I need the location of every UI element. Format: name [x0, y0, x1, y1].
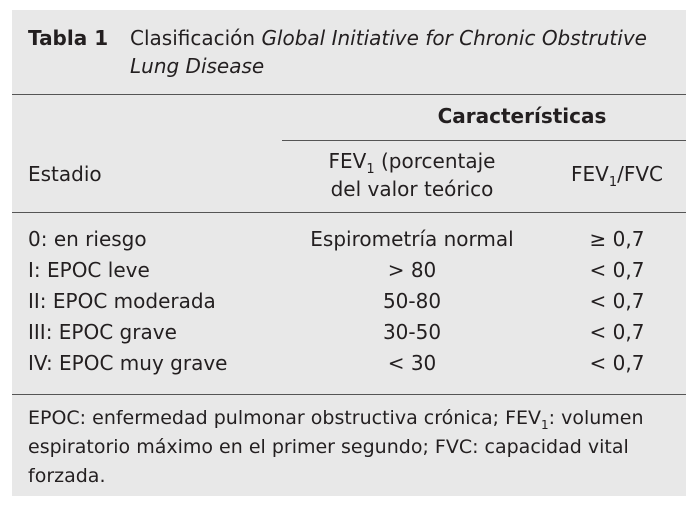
cell-stage: I: EPOC leve — [28, 258, 150, 282]
cell-ratio: ≥ 0,7 — [589, 227, 645, 251]
bottom-rule — [12, 394, 686, 395]
cell-ratio: < 0,7 — [589, 289, 645, 313]
col-header-fev — [282, 147, 542, 203]
cell-fev: < 30 — [387, 351, 437, 375]
cell-ratio: < 0,7 — [589, 258, 645, 282]
table-row — [12, 224, 686, 255]
cell-fev: 50-80 — [382, 289, 442, 313]
cell-fev: > 80 — [387, 258, 437, 282]
cell-fev: Espirometría normal — [310, 227, 514, 251]
table-row — [12, 255, 686, 286]
table-body — [12, 224, 686, 379]
table-row — [12, 317, 686, 348]
group-header-caracteristicas: Características — [437, 104, 607, 128]
cell-stage: 0: en riesgo — [28, 227, 147, 251]
header-rule — [12, 212, 686, 213]
table-panel — [12, 10, 686, 496]
col-header-fev-line2: del valor teórico — [330, 177, 494, 201]
cell-stage: III: EPOC grave — [28, 320, 177, 344]
table-caption — [28, 24, 670, 80]
group-rule — [282, 140, 686, 141]
cell-stage: II: EPOC moderada — [28, 289, 216, 313]
cell-ratio: < 0,7 — [589, 351, 645, 375]
title-prefix: Clasificación — [130, 26, 262, 50]
table-footnote: EPOC: enfermedad pulmonar obstructiva crónica; $FEV_1$: volumen espiratorio máximo en el primer segundo; FVC: capacidad vital forzada. — [28, 407, 644, 487]
cell-stage: IV: EPOC muy grave — [28, 351, 228, 375]
top-rule — [12, 94, 686, 95]
table-label: Tabla 1 — [28, 26, 109, 50]
col-header-stage: Estadio — [28, 162, 102, 186]
col-header-ratio: $FEV_1$/FVC — [571, 162, 663, 190]
title-italic: Global Initiative for Chronic Obstrutive Lung Disease — [130, 26, 647, 78]
table-row — [12, 286, 686, 317]
col-header-fev-line1: $FEV_1$ (porcentaje — [328, 149, 496, 177]
table-row — [12, 348, 686, 379]
cell-ratio: < 0,7 — [589, 320, 645, 344]
cell-fev: 30-50 — [382, 320, 442, 344]
table-title — [130, 24, 670, 80]
